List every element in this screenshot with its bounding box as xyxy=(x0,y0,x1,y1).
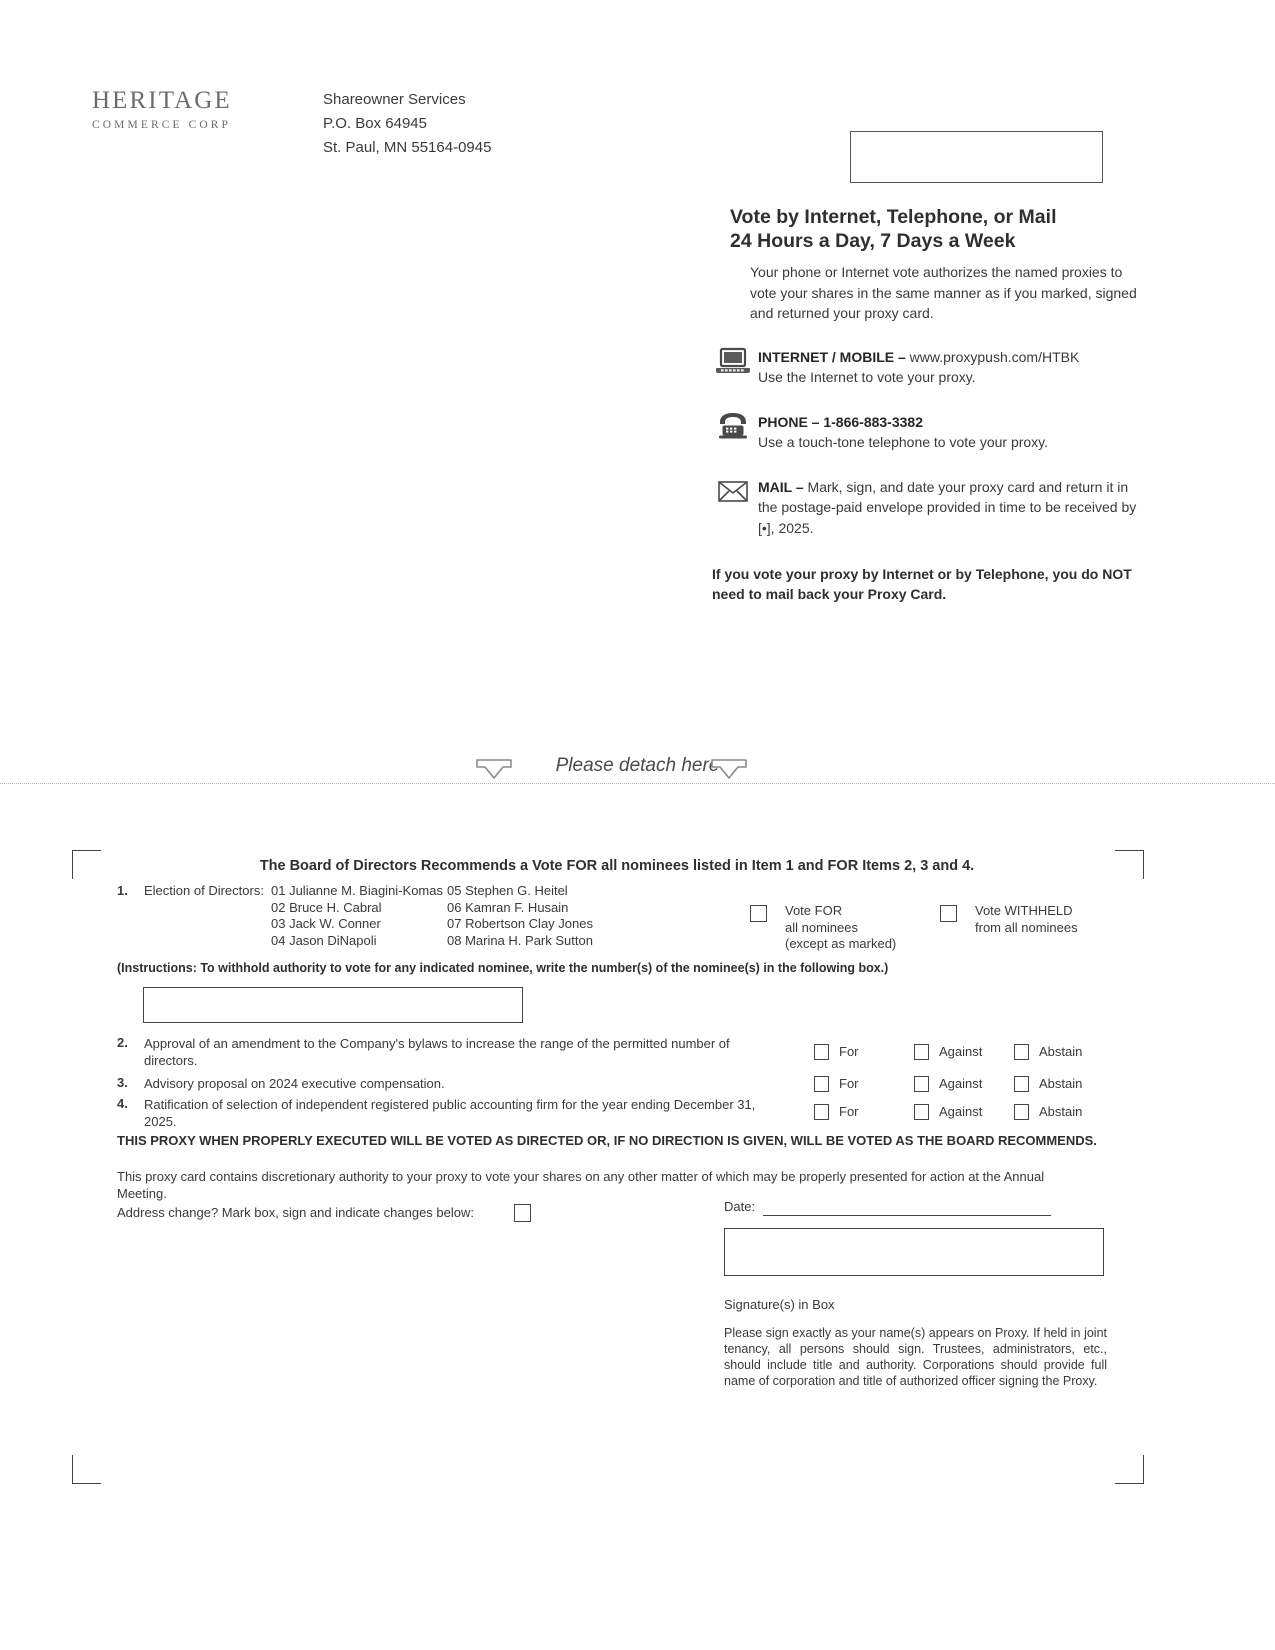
vote-method-phone xyxy=(712,412,1147,454)
address-line-3: St. Paul, MN 55164-0945 xyxy=(323,139,492,156)
item-2-for-label: For xyxy=(839,1044,859,1059)
item-3-for-checkbox[interactable] xyxy=(814,1076,829,1092)
item-4-abstain-label: Abstain xyxy=(1039,1104,1083,1119)
crop-mark-top-right xyxy=(1115,850,1144,879)
item-3-against-checkbox[interactable] xyxy=(914,1076,929,1092)
vote-for-line-3: (except as marked) xyxy=(785,936,897,951)
date-input-line[interactable] xyxy=(763,1215,1051,1216)
vote-method-mail-text xyxy=(758,477,1148,539)
nominee-03: 03 Jack W. Conner xyxy=(271,916,381,931)
withhold-nominee-numbers-input[interactable] xyxy=(143,987,523,1023)
item-2-against-label: Against xyxy=(939,1044,983,1059)
nominee-04: 04 Jason DiNapoli xyxy=(271,932,377,948)
vote-for-line-1: Vote FOR xyxy=(785,903,843,918)
vote-withheld-all-nominees-option[interactable] xyxy=(940,903,1078,936)
nominee-07: 07 Robertson Clay Jones xyxy=(447,916,593,931)
proxy-execution-statement: THIS PROXY WHEN PROPERLY EXECUTED WILL BE VOTED AS DIRECTED OR, IF NO DIRECTION IS GIVEN, WILL BE VOTED AS THE BOARD RECOMMENDS. xyxy=(117,1133,1097,1148)
item-2-vote-options xyxy=(814,1043,1114,1063)
withhold-instructions: (Instructions: To withhold authority to vote for any indicated nominee, write the number(s) of the nominee(s) in the following box.) xyxy=(117,961,889,975)
item-3-abstain-checkbox[interactable] xyxy=(1014,1076,1029,1092)
nominee-05: 05 Stephen G. Heitel xyxy=(447,883,568,898)
vote-withheld-line-2: from all nominees xyxy=(975,919,1078,935)
vote-withheld-text xyxy=(975,903,1078,936)
company-logo xyxy=(92,88,292,131)
nominee-08: 08 Marina H. Park Sutton xyxy=(447,932,593,948)
vote-method-internet-label: INTERNET / MOBILE – xyxy=(758,348,906,365)
item-3-against-label: Against xyxy=(939,1076,983,1091)
item-2-against-checkbox[interactable] xyxy=(914,1044,929,1060)
vote-method-mail xyxy=(712,477,1147,539)
vote-withheld-checkbox[interactable] xyxy=(940,905,957,922)
nominee-02: 02 Bruce H. Cabral xyxy=(271,899,382,915)
item-4-against-label: Against xyxy=(939,1104,983,1119)
vote-panel-title xyxy=(730,205,1147,253)
item-2-proposal xyxy=(117,1035,777,1069)
laptop-icon xyxy=(716,347,750,377)
item-2-for-option[interactable] xyxy=(814,1043,859,1060)
item-3-against-option[interactable] xyxy=(914,1075,982,1092)
item-4-vote-options xyxy=(814,1103,1114,1123)
address-change-checkbox[interactable] xyxy=(514,1204,531,1222)
vote-for-line-2: all nominees xyxy=(785,919,858,935)
item-3-proposal xyxy=(117,1075,777,1092)
item-4-proposal xyxy=(117,1096,777,1130)
vote-panel-intro: Your phone or Internet vote authorizes the named proxies to vote your shares in the same manner as if you marked, signed and returned your proxy card. xyxy=(750,264,1137,321)
item-4-number: 4. xyxy=(117,1096,128,1111)
item-3-number: 3. xyxy=(117,1075,128,1090)
vote-method-mail-label: MAIL – xyxy=(758,478,804,495)
board-recommendation-heading: The Board of Directors Recommends a Vote FOR all nominees listed in Item 1 and FOR Items 2, 3 and 4. xyxy=(259,858,975,874)
item-2-abstain-option[interactable] xyxy=(1014,1043,1082,1060)
detach-arrow-right-icon xyxy=(709,757,749,786)
item-1-number: 1. xyxy=(117,883,128,898)
vote-method-internet-url[interactable]: www.proxypush.com/HTBK xyxy=(905,348,1080,365)
nominee-row xyxy=(271,900,647,917)
mailing-label-box xyxy=(850,131,1103,183)
item-4-against-option[interactable] xyxy=(914,1103,982,1120)
nominee-row xyxy=(271,883,647,900)
item-2-against-option[interactable] xyxy=(914,1043,982,1060)
signature-input-box[interactable] xyxy=(724,1228,1104,1276)
item-3-text: Advisory proposal on 2024 executive compensation. xyxy=(144,1076,445,1091)
address-line-2: P.O. Box 64945 xyxy=(323,115,427,132)
transfer-agent-address xyxy=(323,88,491,160)
vote-panel-note: If you vote your proxy by Internet or by Telephone, you do NOT need to mail back your Proxy Card. xyxy=(712,566,1132,602)
logo-tagline: COMMERCE CORP xyxy=(92,119,232,131)
nominee-list xyxy=(271,883,647,949)
vote-method-internet-detail: Use the Internet to vote your proxy. xyxy=(758,369,976,385)
item-3-for-label: For xyxy=(839,1076,859,1091)
item-4-against-checkbox[interactable] xyxy=(914,1104,929,1120)
vote-method-internet-text xyxy=(758,347,1148,388)
item-2-abstain-checkbox[interactable] xyxy=(1014,1044,1029,1060)
item-1-label: Election of Directors: xyxy=(144,883,264,898)
address-line-1: Shareowner Services xyxy=(323,91,466,108)
item-4-text: Ratification of selection of independent registered public accounting firm for the year ending December 31, 2025. xyxy=(144,1097,756,1129)
vote-for-all-nominees-option[interactable] xyxy=(750,903,896,953)
vote-title-line-1: Vote by Internet, Telephone, or Mail xyxy=(730,206,1057,228)
detach-label: Please detach here xyxy=(555,755,720,776)
item-2-text: Approval of an amendment to the Company's bylaws to increase the range of the permitted number of directors. xyxy=(144,1036,730,1068)
nominee-row xyxy=(271,933,647,950)
crop-mark-bottom-right xyxy=(1115,1455,1144,1484)
vote-withheld-line-1: Vote WITHHELD xyxy=(975,903,1073,918)
nominee-row xyxy=(271,916,647,933)
envelope-icon xyxy=(716,477,750,507)
item-4-abstain-option[interactable] xyxy=(1014,1103,1082,1120)
item-2-number: 2. xyxy=(117,1035,128,1050)
item-2-for-checkbox[interactable] xyxy=(814,1044,829,1060)
vote-method-phone-text xyxy=(758,412,1148,453)
item-4-for-label: For xyxy=(839,1104,859,1119)
detach-separator xyxy=(0,755,1275,805)
signature-instructions: Please sign exactly as your name(s) appears on Proxy. If held in joint tenancy, all persons should sign. Trustees, administrators, etc., should include title and authority. Corporations should provide full name of corporation and title of authorized officer signing the Proxy. xyxy=(724,1326,1107,1388)
discretionary-authority-statement: This proxy card contains discretionary authority to your proxy to vote your shares on any other matter of which may be properly presented for action at the Annual Meeting. xyxy=(117,1169,1045,1201)
item-3-vote-options xyxy=(814,1075,1114,1095)
telephone-icon xyxy=(716,412,750,442)
item-2-abstain-label: Abstain xyxy=(1039,1044,1083,1059)
item-4-abstain-checkbox[interactable] xyxy=(1014,1104,1029,1120)
detach-dotted-line xyxy=(0,783,1275,784)
date-label: Date: xyxy=(724,1199,756,1214)
vote-method-mail-detail: Mark, sign, and date your proxy card and return it in the postage-paid envelope provided in time to be received by [•], 2025. xyxy=(758,478,1137,536)
vote-for-all-nominees-checkbox[interactable] xyxy=(750,905,767,922)
item-3-abstain-option[interactable] xyxy=(1014,1075,1082,1092)
vote-for-all-nominees-text xyxy=(785,903,896,953)
vote-method-internet xyxy=(712,347,1147,389)
signature-box-label: Signature(s) in Box xyxy=(724,1297,835,1312)
item-3-abstain-label: Abstain xyxy=(1039,1076,1083,1091)
vote-method-phone-detail: Use a touch-tone telephone to vote your proxy. xyxy=(758,434,1049,450)
crop-mark-bottom-left xyxy=(72,1455,101,1484)
vote-title-line-2: 24 Hours a Day, 7 Days a Week xyxy=(730,230,1016,252)
vote-method-phone-label: PHONE – 1-866-883-3382 xyxy=(758,413,923,430)
nominee-06: 06 Kamran F. Husain xyxy=(447,899,569,915)
crop-mark-top-left xyxy=(72,850,101,879)
item-4-for-option[interactable] xyxy=(814,1103,859,1120)
item-3-for-option[interactable] xyxy=(814,1075,859,1092)
address-change-label: Address change? Mark box, sign and indicate changes below: xyxy=(117,1205,474,1220)
logo-wordmark: HERITAGE xyxy=(92,87,232,114)
item-4-for-checkbox[interactable] xyxy=(814,1104,829,1120)
nominee-01: 01 Julianne M. Biagini-Komas xyxy=(271,883,443,898)
voting-instructions-panel xyxy=(712,205,1147,604)
